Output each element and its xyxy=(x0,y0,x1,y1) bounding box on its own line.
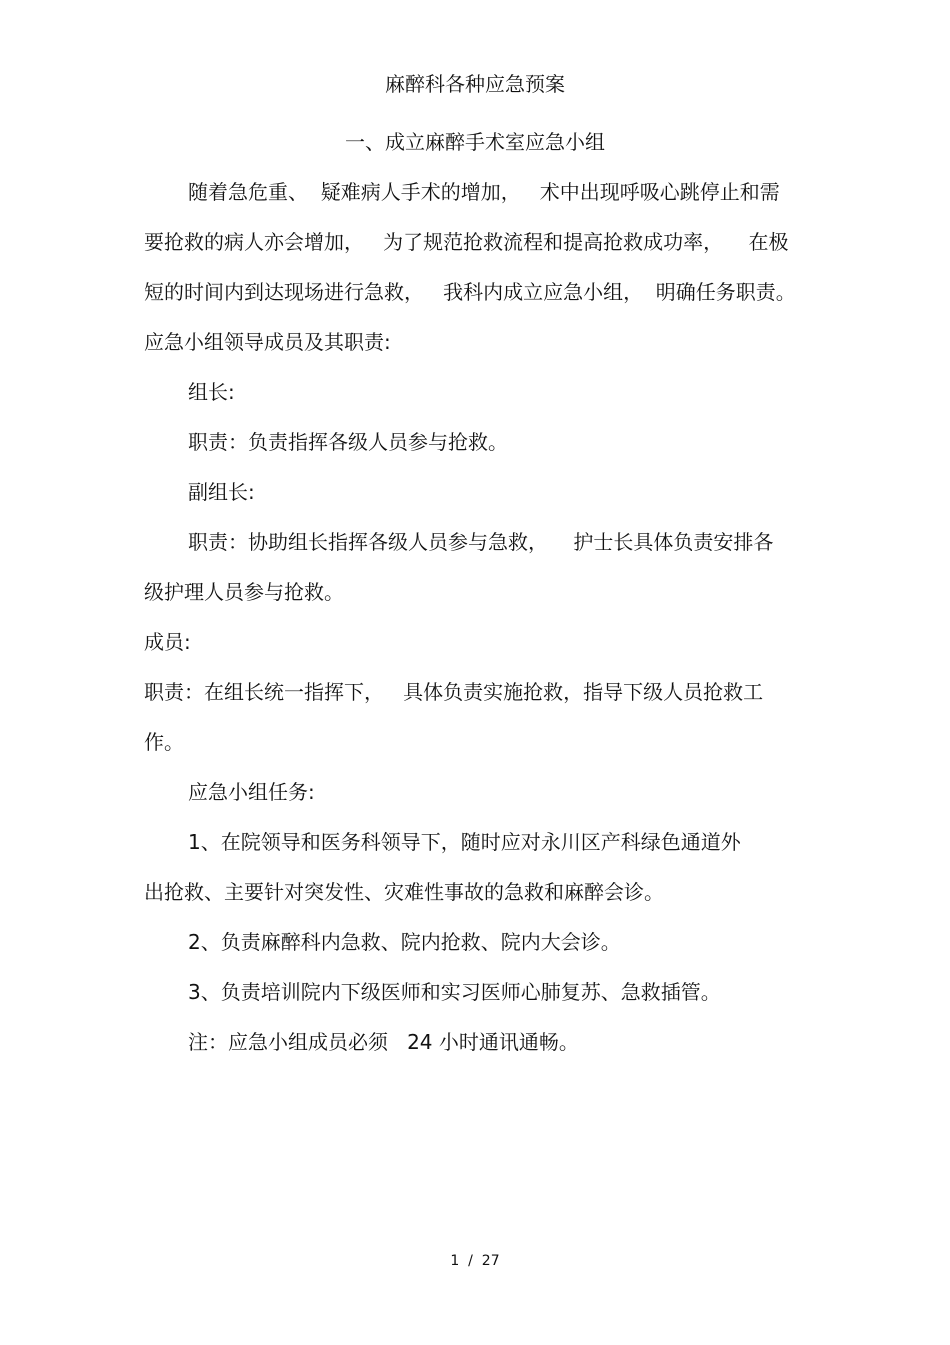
paragraph-line: 职责：在组长统一指挥下， 具体负责实施抢救，指导下级人员抢救工 xyxy=(144,680,764,704)
paragraph-line: 应急小组任务: xyxy=(188,780,315,804)
paragraph-line: 注：应急小组成员必须 24 小时通讯通畅。 xyxy=(188,1030,579,1054)
paragraph-line: 职责：协助组长指挥各级人员参与急救， 护士长具体负责安排各 xyxy=(188,530,774,554)
paragraph-line: 成员: xyxy=(144,630,191,654)
document-title: 麻醉科各种应急预案 xyxy=(385,72,565,96)
paragraph-line: 要抢救的病人亦会增加， 为了规范抢救流程和提高抢救成功率， 在极 xyxy=(144,230,789,254)
paragraph-line: 短的时间内到达现场进行急救， 我科内成立应急小组， 明确任务职责。 xyxy=(144,280,796,304)
paragraph-line: 3、负责培训院内下级医师和实习医师心肺复苏、急救插管。 xyxy=(188,980,721,1004)
page-indicator: 1 / 27 xyxy=(450,1253,500,1269)
paragraph-line: 应急小组领导成员及其职责: xyxy=(144,330,391,354)
paragraph-line: 职责：负责指挥各级人员参与抢救。 xyxy=(188,430,508,454)
paragraph-line: 出抢救、主要针对突发性、灾难性事故的急救和麻醉会诊。 xyxy=(144,880,664,904)
paragraph-line: 1、在院领导和医务科领导下，随时应对永川区产科绿色通道外 xyxy=(188,830,741,854)
paragraph-line: 随着急危重、 疑难病人手术的增加， 术中出现呼吸心跳停止和需 xyxy=(188,180,780,204)
paragraph-line: 副组长: xyxy=(188,480,255,504)
paragraph-line: 作。 xyxy=(144,730,184,754)
paragraph-line: 级护理人员参与抢救。 xyxy=(144,580,344,604)
section-heading: 一、成立麻醉手术室应急小组 xyxy=(345,130,605,154)
paragraph-line: 组长: xyxy=(188,380,235,404)
paragraph-line: 2、负责麻醉科内急救、院内抢救、院内大会诊。 xyxy=(188,930,621,954)
